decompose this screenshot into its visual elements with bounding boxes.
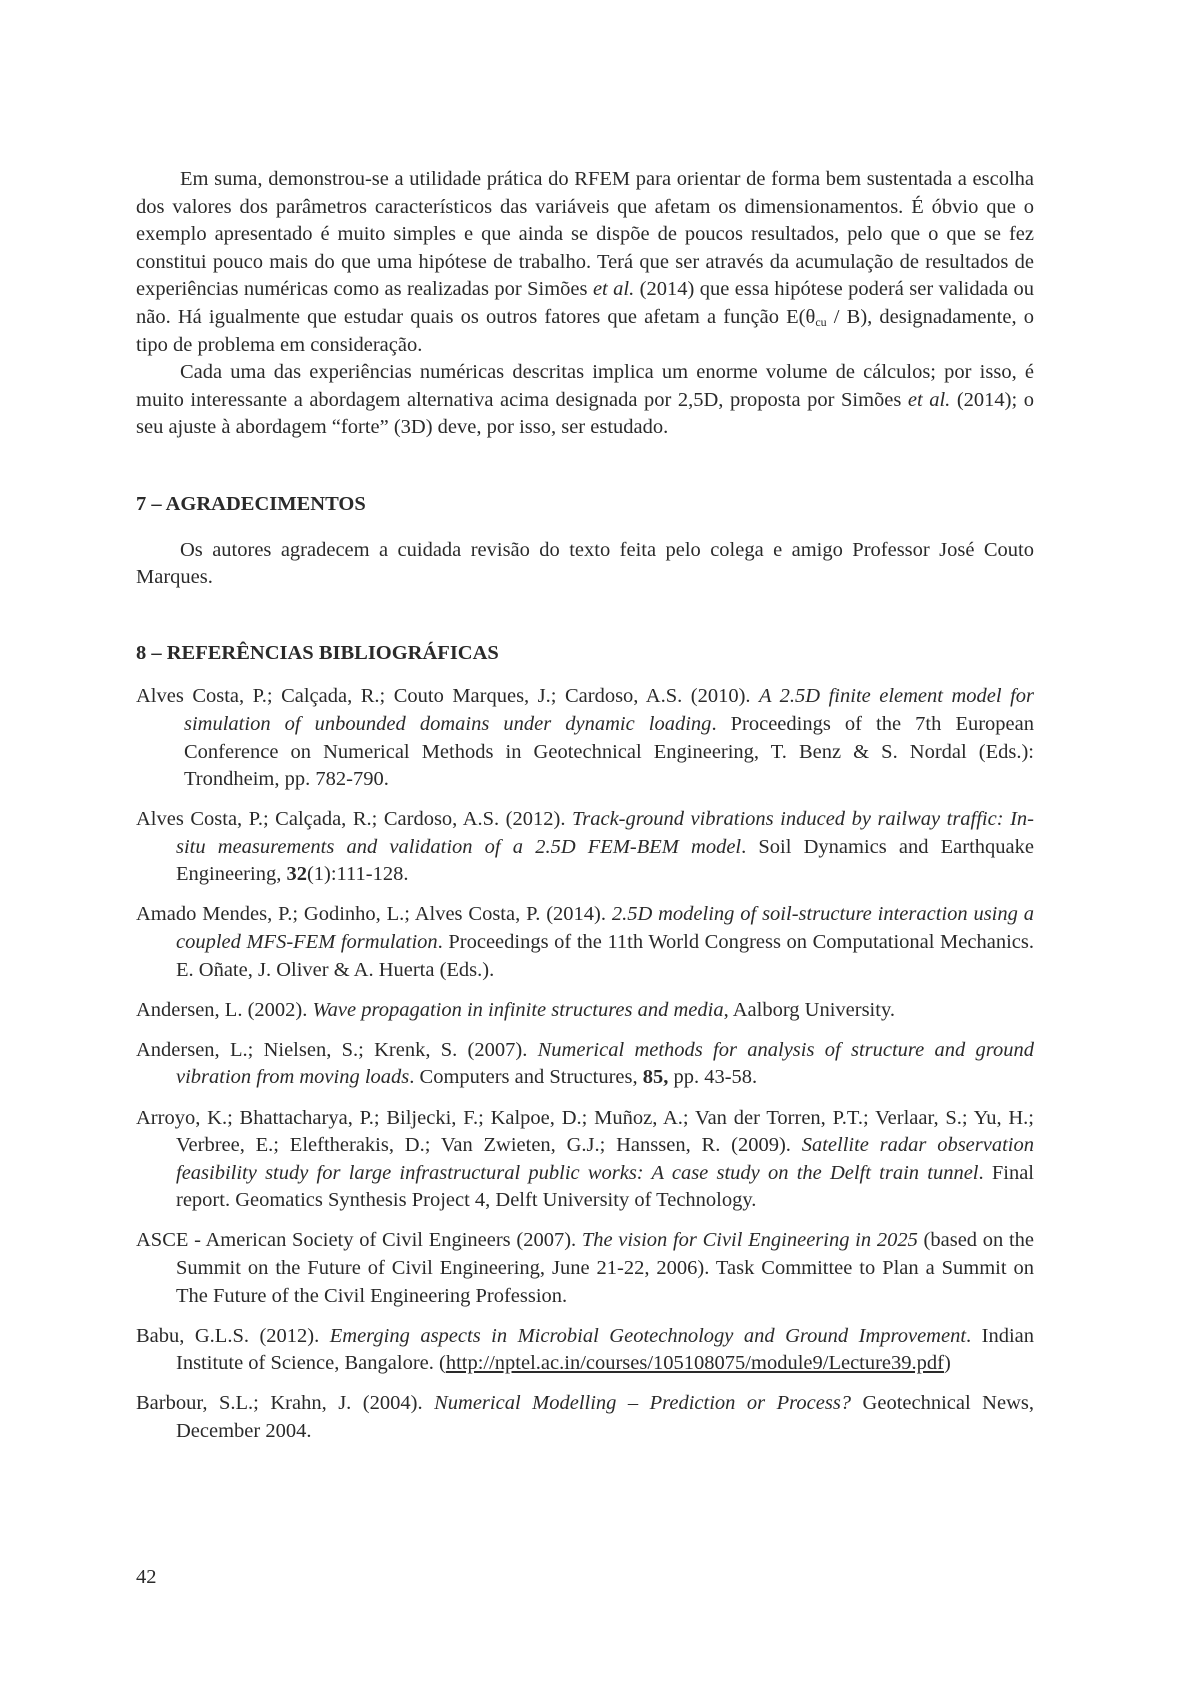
ref-title: Satellite radar observation feasibility study for large infrastructural public works: A case study on the Delft train tunnel — [176, 1134, 1034, 1184]
reference-entry — [136, 997, 1034, 1025]
ref-source: . Indian Institute of Science, Bangalore. ( — [176, 1324, 1035, 1375]
ref-title: A 2.5D finite element model for simulation of unbounded domains under dynamic loading — [184, 685, 1034, 735]
et-al: et al. — [907, 388, 951, 411]
paragraph-text: Em suma, demonstrou-se a utilidade prática do RFEM para orientar de forma bem sustentada a escolha dos valores dos parâmetros característicos das variáveis que afetam os dimensionamentos. É óbvio que o exemplo apresentado é muito simples e que ainda se dispõe de poucos resultados, pelo que o que se fez constitui pouco mais do que uma hipótese de trabalho. Terá que ser através da acumulação de resultados de experiências numéricas como as realizadas por Simões — [136, 168, 1034, 301]
ref-source: . Final report. Geomatics Synthesis Project 4, Delft University of Technology. — [176, 1161, 1034, 1212]
section-heading-references: 8 – REFERÊNCIAS BIBLIOGRÁFICAS — [136, 641, 499, 664]
ref-source: . Proceedings of the 11th World Congress on Computational Mechanics. E. Oñate, J. Oliver & A. Huerta (Eds.). — [176, 931, 1034, 981]
ref-authors: Alves Costa, P.; Calçada, R.; Cardoso, A.S. (2012). — [136, 808, 572, 831]
ref-authors: Babu, G.L.S. (2012). — [136, 1324, 330, 1347]
ref-pages: (1):111-128. — [306, 863, 409, 886]
page-content — [136, 166, 1034, 1458]
ref-authors: ASCE - American Society of Civil Engineers (2007). — [136, 1229, 582, 1252]
et-al: et al. — [592, 278, 635, 301]
ref-source: (based on the Summit on the Future of Civil Engineering, June 21-22, 2006). Task Committee to Plan a Summit on The Future of the Civil Engineering Profession. — [176, 1229, 1034, 1307]
ref-source: Geotechnical News, December 2004. — [176, 1392, 1034, 1442]
ref-source: . Soil Dynamics and Earthquake Engineering, — [176, 835, 1034, 886]
ref-title: Numerical methods for analysis of structure and ground vibration from moving loads — [176, 1038, 1035, 1089]
ref-source: . Computers and Structures, — [409, 1066, 643, 1089]
acknowledgements-text: Os autores agradecem a cuidada revisão do texto feita pelo colega e amigo Professor José Couto Marques. — [136, 538, 1034, 589]
paragraph-text: (2014); o seu ajuste à abordagem “forte” (3D) deve, por isso, ser estudado. — [136, 388, 1034, 439]
ref-authors: Andersen, L.; Nielsen, S.; Krenk, S. (2007). — [136, 1038, 538, 1061]
ref-title: Wave propagation in infinite structures and media — [312, 998, 724, 1021]
reference-entry — [136, 1227, 1034, 1310]
reference-entry — [136, 806, 1034, 889]
ref-authors: Arroyo, K.; Bhattacharya, P.; Biljecki, F.; Kalpoe, D.; Muñoz, A.; Van der Torren, P.T.; Verlaar, S.; Yu, H.; Verbree, E.; Eleftherakis, D.; Van Zwieten, G.J.; Hanssen, R. (2009). — [136, 1106, 1034, 1157]
ref-source: . Proceedings of the 7th European Conference on Numerical Methods in Geotechnical Engineering, T. Benz & S. Nordal (Eds.): Trondheim, pp. 782-790. — [184, 712, 1034, 791]
reference-entry — [136, 683, 1034, 793]
ref-authors: Barbour, S.L.; Krahn, J. (2004). — [136, 1392, 435, 1415]
reference-entry — [136, 1323, 1034, 1378]
body-paragraph — [136, 359, 1034, 442]
ref-title: The vision for Civil Engineering in 2025 — [581, 1229, 918, 1252]
ref-authors: Andersen, L. (2002). — [136, 998, 313, 1021]
ref-volume: 85, — [642, 1066, 669, 1089]
ref-volume: 32 — [286, 863, 307, 886]
section-heading-acknowledgements: 7 – AGRADECIMENTOS — [136, 492, 366, 515]
ref-source: ) — [943, 1352, 951, 1375]
reference-entry — [136, 1105, 1034, 1215]
page-number: 42 — [136, 1566, 157, 1588]
ref-title: 2.5D modeling of soil-structure interaction using a coupled MFS-FEM formulation — [176, 903, 1034, 954]
paragraph-text: / B), designadamente, o tipo de problema em consideração. — [136, 305, 1034, 356]
paragraph-text: Cada uma das experiências numéricas descritas implica um enorme volume de cálculos; por isso, é muito interessante a abordagem alternativa acima designada por 2,5D, proposta por Simões — [136, 361, 1034, 411]
subscript: cu — [815, 314, 827, 329]
paragraph-text: (2014) que essa hipótese poderá ser validada ou não. Há igualmente que estudar quais os outros fatores que afetam a função E(θ — [136, 278, 1034, 328]
ref-authors: Amado Mendes, P.; Godinho, L.; Alves Costa, P. (2014). — [136, 903, 612, 926]
ref-title: Numerical Modelling – Prediction or Process? — [434, 1392, 852, 1415]
ref-title: Track-ground vibrations induced by railway traffic: In-situ measurements and validation of a 2.5D FEM-BEM model — [176, 808, 1034, 858]
body-paragraph — [136, 166, 1034, 359]
ref-title: Emerging aspects in Microbial Geotechnology and Ground Improvement — [329, 1324, 967, 1347]
reference-entry — [136, 1037, 1034, 1092]
ref-source: , Aalborg University. — [723, 998, 895, 1021]
reference-entry — [136, 901, 1034, 984]
ref-authors: Alves Costa, P.; Calçada, R.; Couto Marques, J.; Cardoso, A.S. (2010). — [136, 685, 760, 708]
reference-link[interactable]: http://nptel.ac.in/courses/105108075/module9/Lecture39.pdf — [445, 1352, 944, 1375]
ref-pages: pp. 43-58. — [668, 1066, 758, 1089]
reference-entry — [136, 1390, 1034, 1445]
